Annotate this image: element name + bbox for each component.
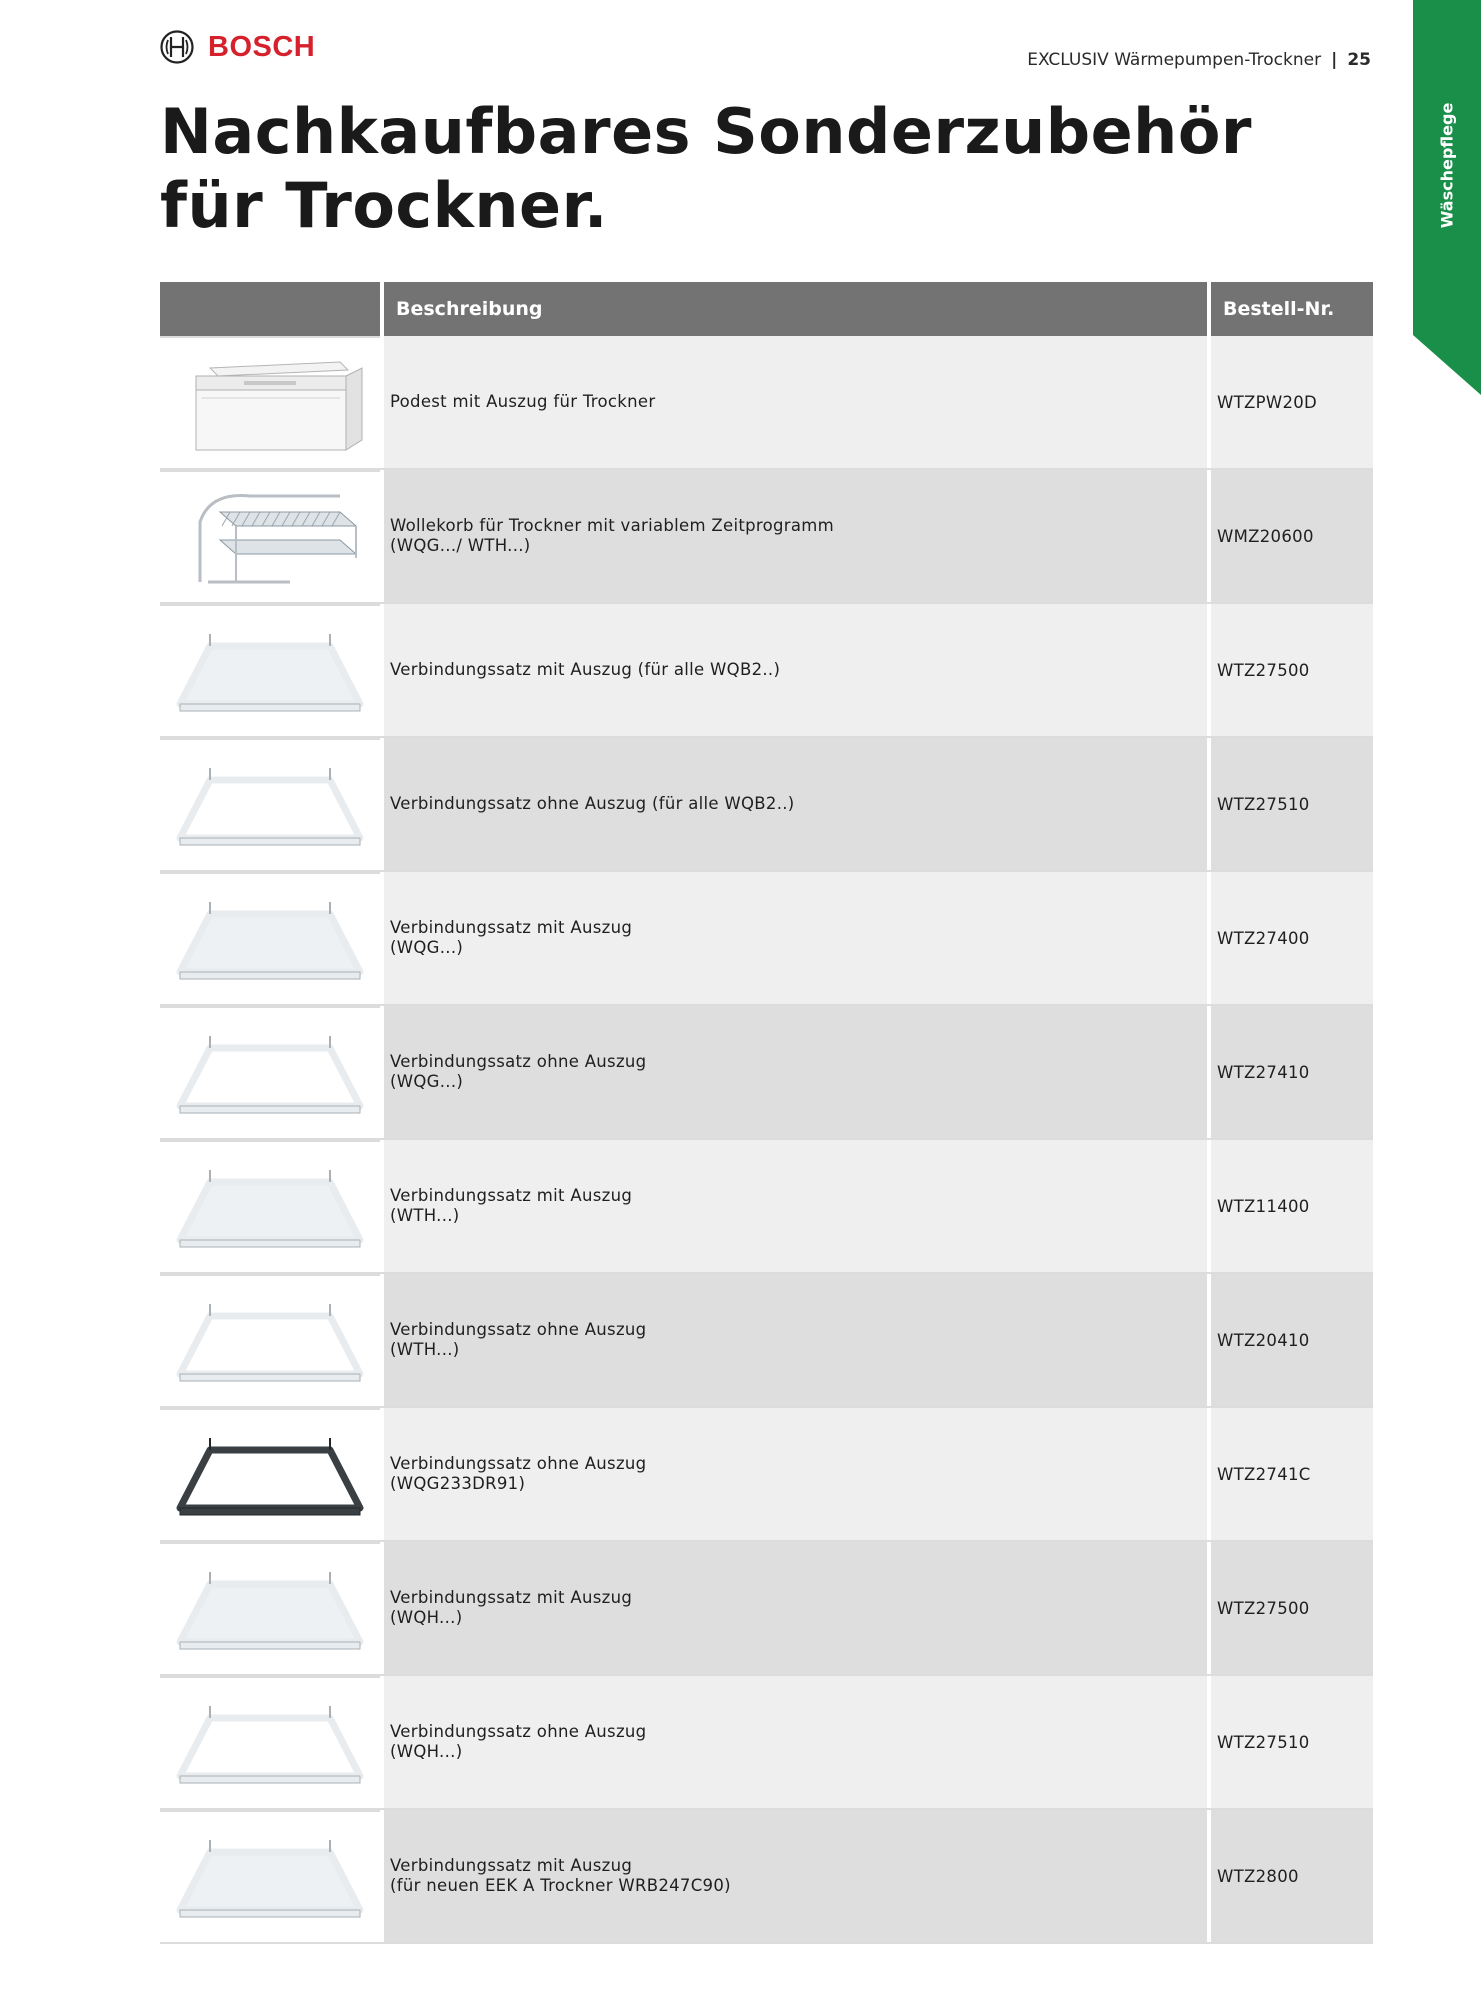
order-number: WTZ27500 [1211,1542,1373,1674]
order-number: WTZ2800 [1211,1810,1373,1942]
order-number: WTZPW20D [1211,336,1373,468]
stacking-kit-icon [160,1676,380,1808]
description-line-2: (WQG...) [390,938,464,957]
side-tab-label-wrap [1413,0,1481,330]
table-body [160,336,1373,1944]
table-row [160,1542,1373,1676]
description-cell [384,1542,1207,1674]
table-row [160,1810,1373,1944]
description-line-1: Wollekorb für Trockner mit variablem Zeitprogramm [390,516,835,535]
table-row [160,1408,1373,1542]
description-cell [384,1006,1207,1138]
description-line-2: (WTH...) [390,1340,460,1359]
stacking-kit-dark-icon [160,1408,380,1540]
stacking-kit-pullout-icon [160,1810,380,1942]
order-number: WTZ27510 [1211,1676,1373,1808]
header-description: Beschreibung [384,282,1207,336]
description-cell [384,1408,1207,1540]
table-row [160,1140,1373,1274]
description-line-1: Verbindungssatz mit Auszug [390,1856,633,1875]
bosch-logo [160,30,315,64]
stacking-kit-pullout-icon [160,1542,380,1674]
stacking-kit-pullout-icon [160,604,380,736]
title-line-2: für Trockner. [160,169,608,242]
separator: | [1331,50,1338,70]
table-row [160,1006,1373,1140]
order-number: WTZ2741C [1211,1408,1373,1540]
description-line-1: Verbindungssatz mit Auszug [390,1186,633,1205]
order-number: WMZ20600 [1211,470,1373,602]
description-cell [384,336,1207,468]
description-line-2: (WQG.../ WTH...) [390,536,531,555]
page-title [160,95,1252,243]
description-cell [384,1274,1207,1406]
page-number: 25 [1347,50,1371,70]
side-tab-label: Wäschepflege [1437,102,1457,228]
description-line-2: (WQH...) [390,1608,463,1627]
description-cell [384,604,1207,736]
description-line-1: Verbindungssatz ohne Auszug (für alle WQB2..) [390,794,795,813]
stacking-kit-icon [160,1006,380,1138]
order-number: WTZ11400 [1211,1140,1373,1272]
description-line-1: Verbindungssatz mit Auszug (für alle WQB2..) [390,660,781,679]
order-number: WTZ27400 [1211,872,1373,1004]
description-line-2: (für neuen EEK A Trockner WRB247C90) [390,1876,731,1895]
stacking-kit-pullout-icon [160,872,380,1004]
description-cell [384,470,1207,602]
stacking-kit-icon [160,738,380,870]
description-line-1: Verbindungssatz ohne Auszug [390,1722,647,1741]
description-line-1: Verbindungssatz ohne Auszug [390,1052,647,1071]
description-line-2: (WTH...) [390,1206,460,1225]
table-row [160,604,1373,738]
description-cell [384,872,1207,1004]
table-row [160,872,1373,1006]
description-line-1: Podest mit Auszug für Trockner [390,392,656,411]
description-cell [384,1676,1207,1808]
order-number: WTZ27510 [1211,738,1373,870]
table-header [160,282,1373,336]
podest-icon [160,336,380,468]
stacking-kit-pullout-icon [160,1140,380,1272]
description-line-1: Verbindungssatz ohne Auszug [390,1454,647,1473]
table-row [160,470,1373,604]
description-line-1: Verbindungssatz mit Auszug [390,1588,633,1607]
header-image [160,282,380,336]
table-row [160,1274,1373,1408]
running-head [1027,50,1371,70]
stacking-kit-icon [160,1274,380,1406]
order-number: WTZ27410 [1211,1006,1373,1138]
bosch-armature-icon [160,30,194,64]
order-number: WTZ27500 [1211,604,1373,736]
description-line-2: (WQG233DR91) [390,1474,526,1493]
title-line-1: Nachkaufbares Sonderzubehör [160,95,1252,168]
section-title: EXCLUSIV Wärmepumpen-Trockner [1027,50,1322,70]
description-line-1: Verbindungssatz ohne Auszug [390,1320,647,1339]
accessory-table [160,282,1373,1944]
description-line-2: (WQG...) [390,1072,464,1091]
table-row [160,1676,1373,1810]
table-row [160,336,1373,470]
order-number: WTZ20410 [1211,1274,1373,1406]
brand-name: BOSCH [208,30,316,63]
description-cell [384,1810,1207,1942]
header-order-no: Bestell-Nr. [1211,282,1373,336]
description-cell [384,1140,1207,1272]
description-cell [384,738,1207,870]
description-line-1: Verbindungssatz mit Auszug [390,918,633,937]
wool-basket-icon [160,470,380,602]
description-line-2: (WQH...) [390,1742,463,1761]
table-row [160,738,1373,872]
